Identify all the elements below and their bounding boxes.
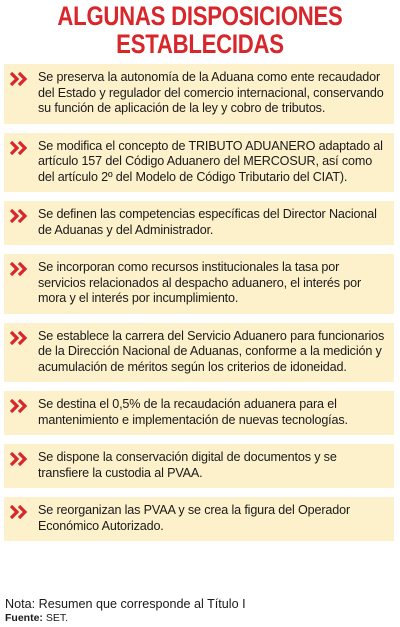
page-title: [36, 2, 364, 58]
list-item-text: Se establece la carrera del Servicio Aduanero para funcionarios de la Dirección Nacional de Aduanas, conforme a la medición y acumulación de méritos según los criterios de idoneidad.: [38, 328, 385, 374]
double-chevron-right-icon: [10, 72, 32, 86]
list-item-text: Se incorporan como recursos institucionales la tasa por servicios relacionados al despacho aduanero, el interés por mora y el interés por incumplimiento.: [38, 260, 361, 305]
list-item: [4, 64, 394, 124]
title-line-2: ESTABLECIDAS: [116, 29, 284, 59]
source-value: SET.: [42, 612, 69, 624]
list-item-text: Se preserva la autonomía de la Aduana como ente recaudador del Estado y regulador del comercio internacional, conservando su función de aplicación de la ley y cobro de tributos.: [38, 70, 384, 115]
footer-source: [5, 612, 395, 625]
provisions-list: [4, 64, 394, 550]
list-item: [4, 391, 394, 435]
list-item-text: Se destina el 0,5% de la recaudación aduanera para el mantenimiento e implementación de nuevas tecnologías.: [38, 397, 348, 427]
double-chevron-right-icon: [10, 262, 32, 276]
double-chevron-right-icon: [10, 505, 32, 519]
double-chevron-right-icon: [10, 331, 32, 345]
source-label: Fuente:: [5, 612, 43, 624]
double-chevron-right-icon: [10, 209, 32, 223]
double-chevron-right-icon: [10, 452, 32, 466]
footer: [5, 597, 395, 625]
list-item-text: Se modifica el concepto de TRIBUTO ADUANERO adaptado al artículo 157 del Código Aduanero del MERCOSUR, así como del artículo 2º del Modelo de Código Tributario del CIAT).: [38, 138, 383, 184]
list-item-text: Se reorganizan las PVAA y se crea la figura del Operador Económico Autorizado.: [38, 503, 350, 533]
list-item-text: Se dispone la conservación digital de documentos y se transfiere la custodia al PVAA.: [38, 450, 337, 480]
list-item: [4, 201, 394, 245]
list-item-text: Se definen las competencias específicas del Director Nacional de Aduanas y del Administrador.: [38, 207, 377, 237]
double-chevron-right-icon: [10, 141, 32, 155]
footer-note: Nota: Resumen que corresponde al Título I: [5, 597, 246, 611]
list-item: [4, 497, 394, 541]
list-item: [4, 133, 394, 193]
list-item: [4, 254, 394, 314]
list-item: [4, 323, 394, 383]
double-chevron-right-icon: [10, 399, 32, 413]
list-item: [4, 444, 394, 488]
title-line-1: ALGUNAS DISPOSICIONES: [57, 1, 343, 31]
